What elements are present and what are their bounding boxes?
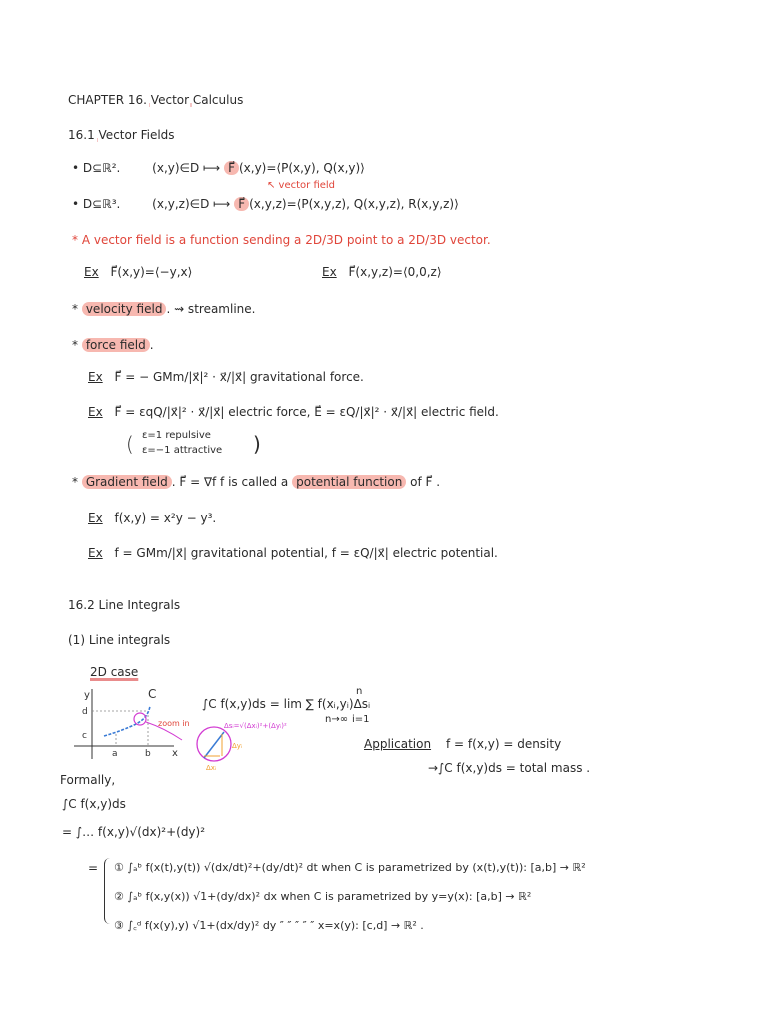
formal-arc-length: = ∫… f(x,y)√(dx)²+(dy)²	[62, 825, 206, 839]
chapter-title: CHAPTER 16. Vector Calculus	[68, 93, 244, 107]
bullet-2d-field: (x,y)=⟨P(x,y), Q(x,y)⟩	[238, 161, 365, 175]
example-2d-tag: Ex	[84, 265, 99, 279]
subsection-line-integrals: (1) Line integrals	[68, 633, 171, 647]
gex2-tag: Ex	[88, 546, 103, 560]
bullet-3d-F: F⃗	[234, 197, 249, 211]
line-integral-definition: ∫C f(x,y)ds = lim ∑ f(xᵢ,yᵢ)Δsᵢ	[202, 697, 371, 711]
epsilon-paren-left: (	[126, 432, 134, 456]
limit-subscript: n→∞	[325, 714, 349, 725]
sum-upper: n	[356, 686, 363, 697]
bullet-2d	[72, 160, 365, 176]
fig-label-c: c	[82, 731, 87, 741]
grav-tag: Ex	[88, 370, 103, 384]
section-16-1-title: 16.1 Vector Fields	[68, 128, 175, 142]
gex1-tag: Ex	[88, 511, 103, 525]
grav-expr: F⃗ = − GMm/|x⃗|² · x⃗/|x⃗| gravitational force.	[114, 370, 364, 384]
bullet-3d-map: (x,y,z)∈D ⟼	[152, 197, 231, 211]
example-2d-expr: F⃗(x,y)=⟨−y,x⟩	[110, 265, 193, 279]
example-3d	[322, 264, 442, 280]
fig-label-a: a	[112, 749, 118, 759]
bullet-2d-map: (x,y)∈D ⟼	[152, 161, 221, 175]
formally-label: Formally,	[60, 773, 116, 787]
curve-C	[104, 706, 150, 736]
fig-ds-label: Δsᵢ=√(Δxᵢ)²+(Δyᵢ)²	[224, 722, 287, 730]
cases-brace	[104, 858, 111, 924]
gradient-star: *	[72, 475, 78, 489]
velocity-field-term: velocity field	[82, 302, 167, 316]
gradient-example-1	[88, 510, 216, 526]
gradient-field-line	[72, 474, 440, 490]
gravitational-force-example	[88, 369, 364, 385]
elec-tag: Ex	[88, 405, 103, 419]
case-1: ① ∫ₐᵇ f(x(t),y(t)) √(dx/dt)²+(dy/dt)² dt when C is parametrized by (x(t),y(t)): [a,b] → ℝ²	[114, 861, 586, 874]
velocity-field-line	[72, 301, 255, 317]
zoom-segment	[204, 732, 224, 758]
fig-label-C: C	[148, 687, 157, 701]
gradient-field-mid: . F⃗ = ∇f f is called a	[171, 475, 289, 489]
fig-dx-label: Δxᵢ	[206, 764, 217, 772]
application-total-mass: →∫C f(x,y)ds = total mass .	[428, 761, 591, 775]
application-tag: Application	[364, 737, 432, 751]
epsilon-repulsive: ε=1 repulsive	[142, 430, 211, 441]
potential-function-term: potential function	[292, 475, 406, 489]
vector-field-definition: * A vector field is a function sending a 2D/3D point to a 2D/3D vector.	[72, 233, 491, 247]
example-3d-tag: Ex	[322, 265, 337, 279]
epsilon-attractive: ε=−1 attractive	[142, 445, 223, 456]
velocity-star: *	[72, 302, 78, 316]
gex1-expr: f(x,y) = x²y − y³.	[114, 511, 217, 525]
fig-label-x: x	[172, 748, 178, 759]
bullet-2d-F: F⃗	[224, 161, 239, 175]
fig-zoom-label: zoom in	[158, 719, 190, 728]
example-2d	[84, 264, 192, 280]
bullet-3d-field: (x,y,z)=⟨P(x,y,z), Q(x,y,z), R(x,y,z)⟩	[249, 197, 459, 211]
fig-label-d: d	[82, 707, 88, 717]
bullet-3d	[72, 196, 459, 212]
gradient-field-end: of F⃗ .	[410, 475, 441, 489]
gex2-expr: f = GMm/|x⃗| gravitational potential, f = εQ/|x⃗| electric potential.	[114, 546, 498, 560]
fig-label-b: b	[145, 749, 151, 759]
case-3: ③ ∫꜀ᵈ f(x(y),y) √1+(dx/dy)² dy ″ ″ ″ ″ ″ x=x(y): [c,d] → ℝ² .	[114, 919, 424, 932]
application-density: f = f(x,y) = density	[446, 737, 562, 751]
vector-field-note: ↖ vector field	[267, 180, 336, 191]
bullet-3d-domain: • D⊆ℝ³.	[72, 197, 121, 211]
bullet-2d-domain: • D⊆ℝ².	[72, 161, 121, 175]
force-star: *	[72, 338, 78, 352]
elec-expr: F⃗ = εqQ/|x⃗|² · x⃗/|x⃗| electric force, E⃗ = εQ/|x⃗|² · x⃗/|x⃗| electric field.	[114, 405, 499, 419]
fig-dy-label: Δyᵢ	[232, 742, 243, 750]
section-16-2-title: 16.2 Line Integrals	[68, 598, 181, 612]
fig-label-y: y	[84, 690, 90, 701]
2d-case-label: 2D case	[90, 665, 139, 679]
example-3d-expr: F⃗(x,y,z)=⟨0,0,z⟩	[348, 265, 442, 279]
epsilon-paren-right: )	[253, 432, 261, 456]
electric-force-example	[88, 404, 499, 420]
force-field-rest: .	[149, 338, 154, 352]
gradient-field-term: Gradient field	[82, 475, 172, 489]
force-field-line	[72, 337, 154, 353]
force-field-term: force field	[82, 338, 150, 352]
sum-lower: i=1	[352, 714, 370, 725]
cases-equals: =	[88, 861, 99, 875]
zoom-source-circle	[134, 713, 146, 725]
case-2: ② ∫ₐᵇ f(x,y(x)) √1+(dy/dx)² dx when C is parametrized by y=y(x): [a,b] → ℝ²	[114, 890, 532, 903]
velocity-field-rest: . ⇝ streamline.	[166, 302, 256, 316]
formal-integral: ∫C f(x,y)ds	[62, 797, 126, 811]
gradient-example-2	[88, 545, 498, 561]
